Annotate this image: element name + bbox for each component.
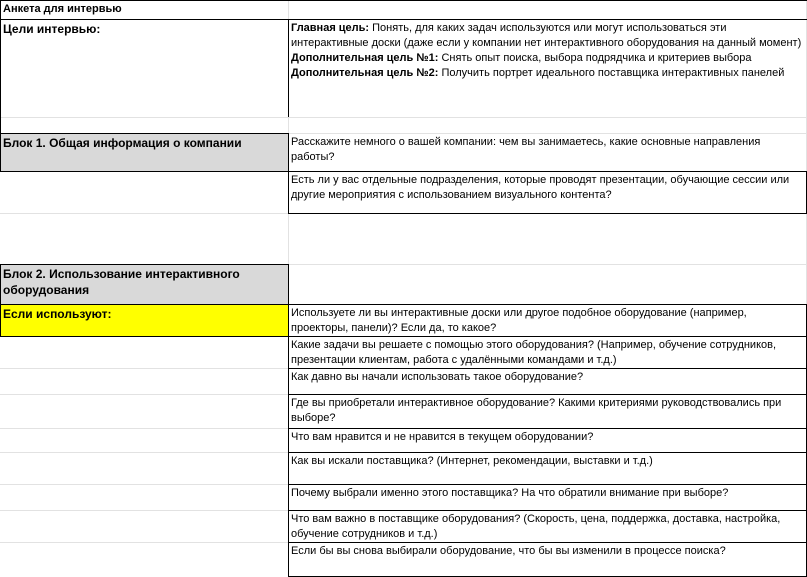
cell-border: [0, 264, 288, 265]
cell-border: [288, 484, 807, 485]
goals-cell[interactable]: [288, 19, 807, 117]
cell-border: [0, 0, 807, 1]
grid-line: [0, 542, 288, 543]
cell-border: [288, 394, 807, 395]
cell-border: [288, 264, 289, 577]
extra-goal-2-label: Дополнительная цель №2:: [291, 67, 439, 79]
block2-question-1[interactable]: Используете ли вы интерактивные доски или другое подобное оборудование (например, проекторы, панели)? Если да, то какое?: [291, 307, 747, 334]
block2-question-6[interactable]: Как вы искали поставщика? (Интернет, рекомендации, выставки и т.д.): [291, 455, 653, 467]
main-goal-label: Главная цель:: [291, 22, 370, 34]
block2-question-7[interactable]: Почему выбрали именно этого поставщика? На что обратили внимание при выборе?: [291, 487, 729, 499]
cell-border: [288, 368, 807, 369]
block2-question-3[interactable]: Как давно вы начали использовать такое оборудование?: [291, 371, 584, 383]
extra-goal-2: [291, 66, 804, 81]
block2-question-4[interactable]: Где вы приобретали интерактивное оборудование? Какими критериями руководствовались при выборе?: [291, 397, 782, 424]
cell-border: [288, 542, 807, 543]
extra-goal-1-label: Дополнительная цель №1:: [291, 52, 439, 64]
grid-line: [0, 484, 288, 485]
grid-line: [0, 368, 288, 369]
cell-border: [288, 336, 807, 337]
grid-line: [0, 428, 288, 429]
goals-label[interactable]: Цели интервью:: [3, 22, 101, 36]
cell-border: [0, 264, 1, 336]
cell-border: [0, 304, 807, 305]
cell-border: [288, 428, 807, 429]
grid-line: [0, 452, 288, 453]
extra-goal-1-text: Снять опыт поиска, выбора подрядчика и критериев выбора: [438, 52, 752, 64]
cell-border: [0, 0, 1, 171]
block1-question-2[interactable]: Есть ли у вас отдельные подразделения, которые проводят презентации, обучающие сессии или другие мероприятия с использованием визуального контента?: [291, 174, 790, 201]
cell-border: [0, 133, 288, 134]
block1-question-1[interactable]: Расскажите немного о вашей компании: чем вы занимаетесь, какие основные направления работы?: [291, 136, 761, 163]
cell-border: [288, 452, 807, 453]
grid-line: [0, 394, 288, 395]
block2-subheader[interactable]: Если используют:: [0, 304, 288, 336]
block2-question-5[interactable]: Что вам нравится и не нравится в текущем оборудовании?: [291, 431, 594, 443]
block1-header[interactable]: Блок 1. Общая информация о компании: [0, 133, 288, 171]
cell-border: [288, 510, 807, 511]
cell-border: [288, 19, 289, 117]
sheet-title[interactable]: Анкета для интервью: [3, 3, 122, 15]
main-goal-text: Понять, для каких задач используются или могут использоваться эти интерактивные доски (даже если у компании нет интерактивного оборудования на данный момент): [291, 22, 802, 49]
extra-goal-1: [291, 51, 804, 66]
block2-question-9[interactable]: Если бы вы снова выбирали оборудование, что бы вы изменили в процессе поиска?: [291, 545, 726, 557]
cell-border: [288, 213, 807, 214]
grid-line: [0, 510, 288, 511]
main-goal: [291, 21, 804, 51]
cell-border: [0, 336, 288, 337]
cell-border: [0, 19, 807, 20]
cell-border: [0, 171, 807, 172]
grid-line: [0, 117, 807, 118]
block2-question-8[interactable]: Что вам важно в поставщике оборудования? (Скорость, цена, поддержка, доставка, настройка, обучение сотрудников и т.д.): [291, 513, 781, 540]
cell-border: [288, 133, 289, 213]
block2-header[interactable]: Блок 2. Использование интерактивного оборудования: [0, 264, 288, 304]
extra-goal-2-text: Получить портрет идеального поставщика интерактивных панелей: [438, 67, 785, 79]
block2-question-2[interactable]: Какие задачи вы решаете с помощью этого оборудования? (Например, обучение сотрудников, презентации клиентам, работа с удалёнными командами и т.д.): [291, 339, 777, 366]
